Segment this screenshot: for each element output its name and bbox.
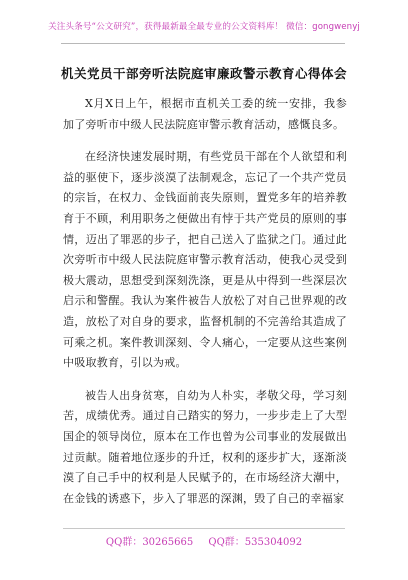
header-divider: [61, 43, 345, 44]
paragraph-2: 在经济快速发展时期，有些党员干部在个人欲望和利益的驱使下，逐步淡漠了法制观念，忘记了一个共产党员的宗旨，在权力、金钱面前丧失原则，置党多年的培养教育于不顾，利用职务之便做出有悖于共产党员的原则的事情，迈出了罪恶的步子，把自己送入了监狱之门。通过此次旁听市中级人民法院庭审警示教育活动，使我心灵受到极大震动，思想受到深刻洗涤，更是从中得到一些深层次启示和警醒。我认为案件被告人放松了对自己世界观的改造，放松了对自身的要求，监督机制的不完善给其造成了可乘之机。案件教训深刻、令人痛心，一定要从这些案例中吸取教育，引以为戒。: [63, 150, 347, 370]
footer-divider: [63, 528, 345, 529]
footer-qq-group-1: QQ群：30265665: [105, 537, 194, 548]
page-footer: [0, 533, 408, 548]
paragraph-1: X月X日上午，根据市直机关工委的统一安排，我参加了旁听市中级人民法院庭审警示教育活动，感慨良多。: [63, 97, 347, 131]
paragraph-3: 被告人出身贫寒，自幼为人朴实，孝敬父母，学习刻苦，成绩优秀。通过自己踏实的努力，一步步走上了大型国企的领导岗位，原本在工作也曾为公司事业的发展做出过贡献。随着地位逐步的升迁，权利的逐步扩大，逐渐淡漠了自己手中的权利是人民赋予的，在市场经济大潮中，在金钱的诱惑下，步入了罪恶的深渊，毁了自己的幸福家: [63, 388, 347, 505]
document-body: [63, 94, 347, 521]
document-title: 机关党员干部旁听法院庭审廉政警示教育心得体会: [60, 66, 347, 81]
footer-qq-group-2: QQ群：535304092: [208, 537, 303, 548]
page-header-banner: 关注头条号“公文研究”，获得最新最全最专业的公文资料库！ 微信：gongwenyj: [48, 22, 360, 32]
